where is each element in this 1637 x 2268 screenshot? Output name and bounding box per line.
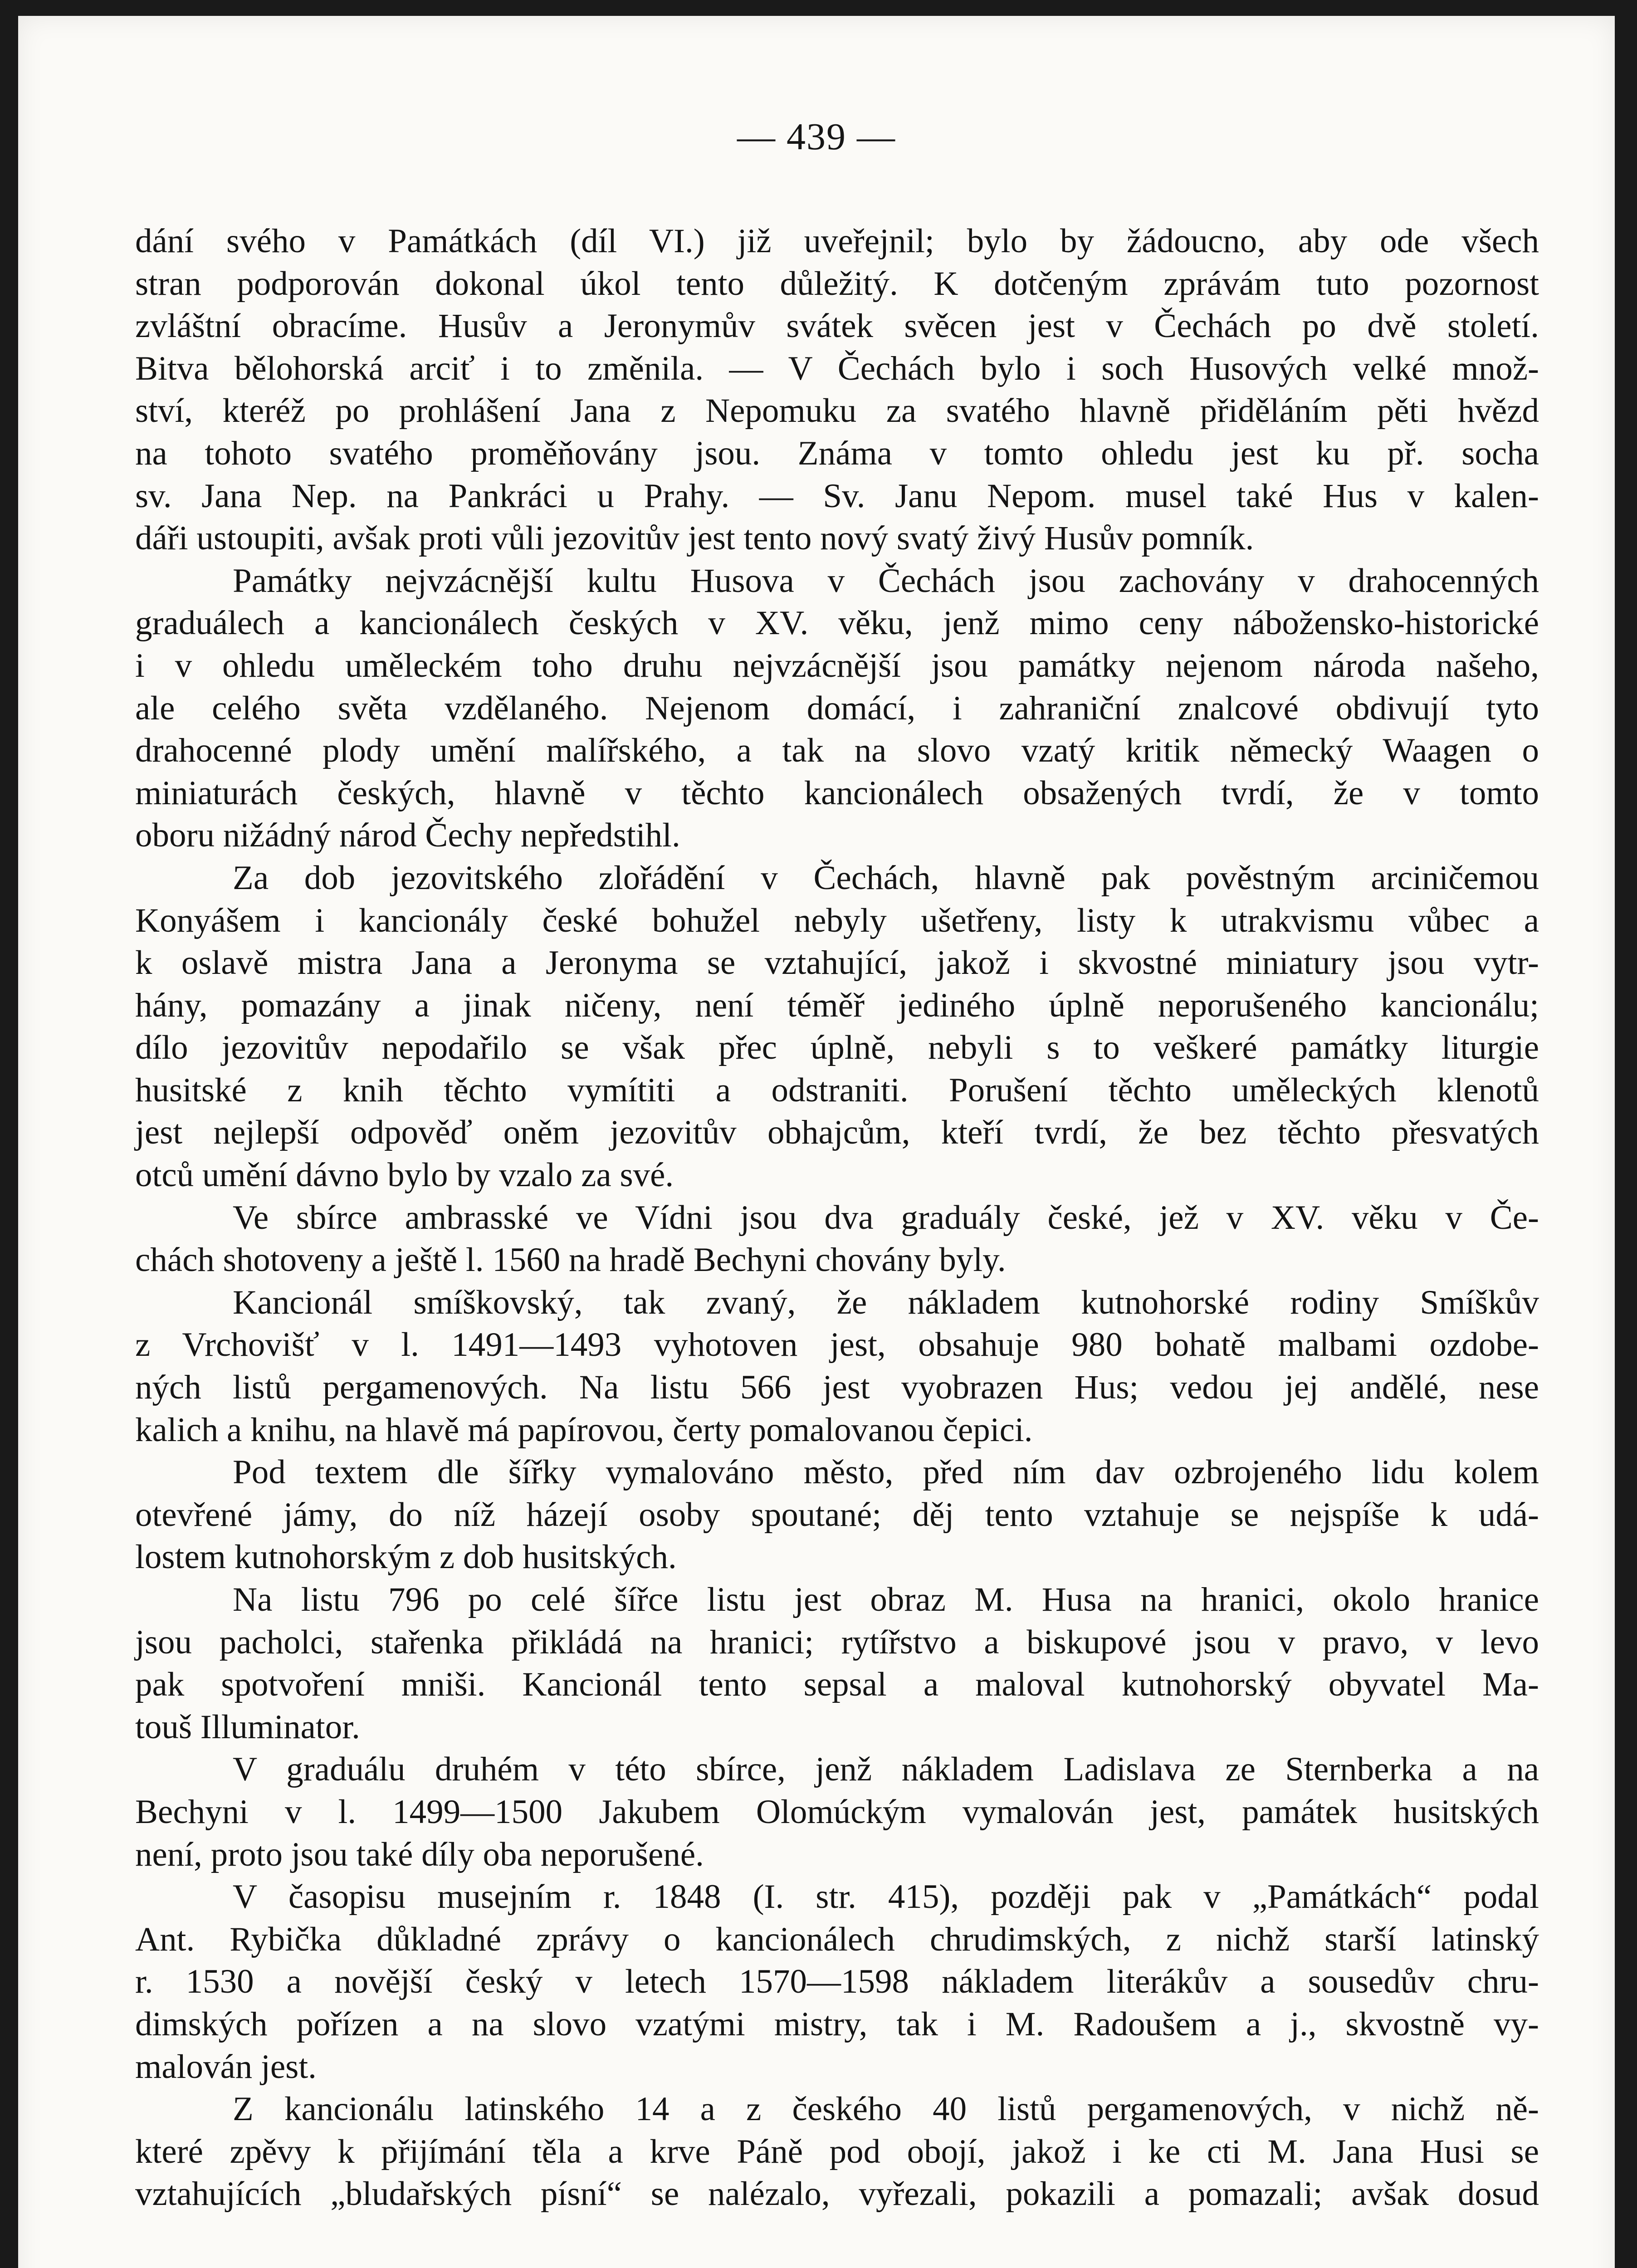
text-line: r. 1530 a novější český v letech 1570—1598 nákladem literákův a sousedův chru- [135, 1963, 1539, 2001]
text-line: Na listu 796 po celé šířce listu jest obraz M. Husa na hranici, okolo hranice [233, 1581, 1539, 1618]
paragraph [135, 1748, 1539, 1876]
text-line: ství, kteréž po prohlášení Jana z Nepomuku za svatého hlavně přiděláním pěti hvězd [135, 392, 1539, 430]
text-line: dimských pořízen a na slovo vzatými mistry, tak i M. Radoušem a j., skvostně vy- [135, 2005, 1539, 2043]
paragraph [135, 2088, 1539, 2215]
text-line: ale celého světa vzdělaného. Nejenom domácí, i zahraniční znalcové obdivují tyto [135, 689, 1539, 727]
text-line: Ant. Rybička důkladné zprávy o kancionálech chrudimských, z nichž starší latinský [135, 1920, 1539, 1958]
paragraph [135, 1876, 1539, 2088]
paragraph [135, 1197, 1539, 1281]
text-line: které zpěvy k přijímání těla a krve Páně pod obojí, jakož i ke cti M. Jana Husi se [135, 2132, 1539, 2170]
book-page [18, 16, 1615, 2268]
paragraph [135, 1451, 1539, 1579]
text-line: lostem kutnohorským z dob husitských. [135, 1538, 677, 1576]
text-line: z Vrchovišť v l. 1491—1493 vyhotoven jest, obsahuje 980 bohatě malbami ozdobe- [135, 1326, 1539, 1364]
text-line: husitské z knih těchto vymítiti a odstraniti. Porušení těchto uměleckých klenotů [135, 1071, 1539, 1109]
text-line: Bitva bělohorská arciť i to změnila. — V Čechách bylo i soch Husových velké množ- [135, 349, 1539, 387]
text-line: k oslavě mistra Jana a Jeronyma se vztahující, jakož i skvostné miniatury jsou vytr- [135, 944, 1539, 982]
text-line: jest nejlepší odpověď oněm jezovitův obhajcům, kteří tvrdí, že bez těchto přesvatých [135, 1114, 1539, 1152]
text-line: zvláštní obracíme. Husův a Jeronymův svátek svěcen jest v Čechách po dvě století. [135, 307, 1539, 345]
text-line: V časopisu musejním r. 1848 (I. str. 415), později pak v „Památkách“ podal [233, 1878, 1539, 1916]
text-line: chách shotoveny a ještě l. 1560 na hradě Bechyni chovány byly. [135, 1241, 1006, 1279]
text-line: Památky nejvzácnější kultu Husova v Čechách jsou zachovány v drahocenných [233, 562, 1539, 600]
text-line: jsou pacholci, stařenka přikládá na hranici; rytířstvo a biskupové jsou v pravo, v levo [135, 1623, 1539, 1661]
text-line: i v ohledu uměleckém toho druhu nejvzácnější jsou památky nejenom národa našeho, [135, 646, 1539, 684]
paragraph [135, 1579, 1539, 1748]
text-line: pak spotvoření mniši. Kancionál tento sepsal a maloval kutnohorský obyvatel Ma- [135, 1666, 1539, 1704]
page-number: — 439 — [737, 116, 896, 158]
text-line: Kancionál smíškovský, tak zvaný, že nákladem kutnohorské rodiny Smíškův [233, 1283, 1539, 1321]
paragraph [135, 857, 1539, 1197]
text-line: sv. Jana Nep. na Pankráci u Prahy. — Sv. Janu Nepom. musel také Hus v kalen- [135, 477, 1539, 515]
text-line: drahocenné plody umění malířského, a tak na slovo vzatý kritik německý Waagen o [135, 732, 1539, 770]
paragraph [135, 560, 1539, 857]
text-line: dání svého v Památkách (díl VI.) již uveřejnil; bylo by žádoucno, aby ode všech [135, 222, 1539, 260]
text-line: kalich a knihu, na hlavě má papírovou, čerty pomalovanou čepici. [135, 1411, 1033, 1449]
text-line: Konyášem i kancionály české bohužel nebyly ušetřeny, listy k utrakvismu vůbec a [135, 901, 1539, 939]
text-line: stran podporován dokonal úkol tento důležitý. K dotčeným zprávám tuto pozornost [135, 264, 1539, 303]
text-line: na tohoto svatého proměňovány jsou. Známa v tomto ohledu jest ku př. socha [135, 434, 1539, 472]
text-line: Bechyni v l. 1499—1500 Jakubem Olomúckým vymalován jest, památek husitských [135, 1793, 1539, 1831]
text-line: Ve sbírce ambrasské ve Vídni jsou dva graduály české, jež v XV. věku v Če- [233, 1198, 1539, 1237]
text-line: Za dob jezovitského zlořádění v Čechách, hlavně pak pověstným arciničemou [233, 859, 1539, 897]
text-line: otevřené jámy, do níž házejí osoby spoutané; děj tento vztahuje se nejspíše k udá- [135, 1496, 1539, 1534]
text-line: miniaturách českých, hlavně v těchto kancionálech obsažených tvrdí, že v tomto [135, 774, 1539, 812]
paragraph [135, 220, 1539, 560]
paragraph [135, 1281, 1539, 1451]
text-line: Z kancionálu latinského 14 a z českého 40 listů pergamenových, v nichž ně- [233, 2090, 1539, 2128]
text-line: dílo jezovitův nepodařilo se však přec úplně, nebyli s to veškeré památky liturgie [135, 1029, 1539, 1067]
text-line: touš Illuminator. [135, 1708, 360, 1746]
text-line: dáři ustoupiti, avšak proti vůli jezovitův jest tento nový svatý živý Husův pomník. [135, 519, 1254, 557]
text-line: otců umění dávno bylo by vzalo za své. [135, 1156, 674, 1194]
body-text [135, 220, 1539, 2215]
text-line: hány, pomazány a jinak ničeny, není téměř jediného úplně neporušeného kancionálu; [135, 986, 1539, 1024]
text-line: Pod textem dle šířky vymalováno město, před ním dav ozbrojeného lidu kolem [233, 1453, 1539, 1491]
text-line: vztahujících „bludařských písní“ se nalézalo, vyřezali, pokazili a pomazali; avšak dosud [135, 2175, 1539, 2213]
text-line: malován jest. [135, 2048, 317, 2086]
text-line: oboru nižádný národ Čechy nepředstihl. [135, 816, 680, 855]
text-line: graduálech a kancionálech českých v XV. věku, jenž mimo ceny nábožensko-historické [135, 604, 1539, 642]
text-line: V graduálu druhém v této sbírce, jenž nákladem Ladislava ze Sternberka a na [233, 1750, 1539, 1789]
text-line: ných listů pergamenových. Na listu 566 jest vyobrazen Hus; vedou jej andělé, nese [135, 1369, 1539, 1407]
text-line: není, proto jsou také díly oba neporušené. [135, 1835, 704, 1873]
